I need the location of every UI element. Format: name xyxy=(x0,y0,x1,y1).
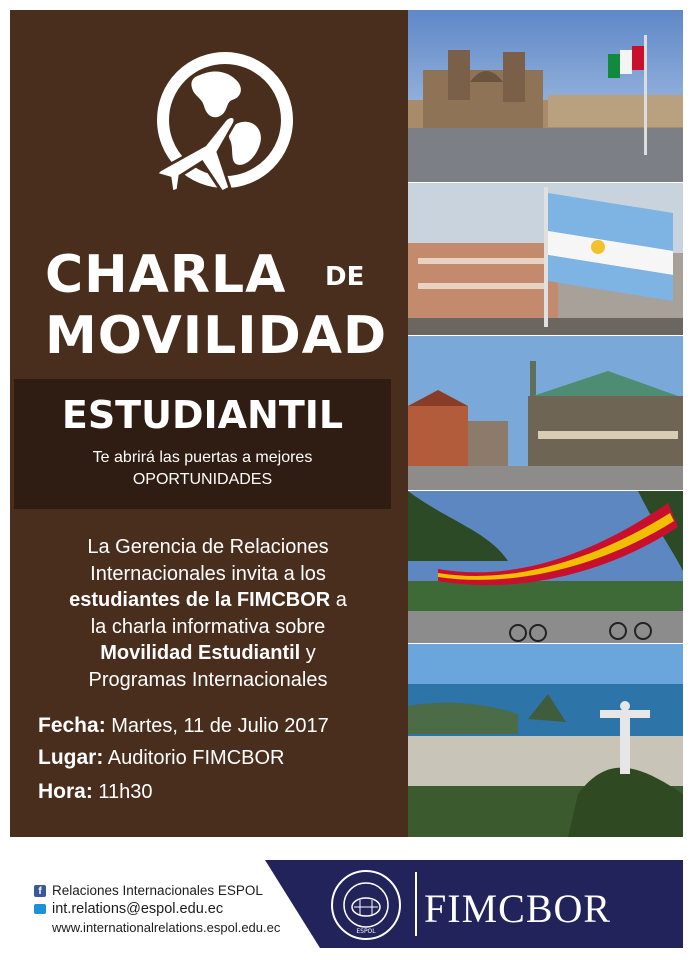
estudiantil-band xyxy=(14,379,391,509)
email-link[interactable]: int.relations@espol.edu.ec xyxy=(52,901,224,917)
footer-contacts xyxy=(18,860,318,948)
body-line: Movilidad Estudiantil y xyxy=(100,642,316,664)
fimcbor-logo-text: FIMCBOR xyxy=(424,886,612,931)
date-row xyxy=(38,714,329,738)
band-subtitle-line2: OPORTUNIDADES xyxy=(132,471,273,488)
body-line: Internacionales invita a los xyxy=(90,562,326,585)
website-link[interactable]: www.internationalrelations.espol.edu.ec xyxy=(52,920,281,935)
body-line: Programas Internacionales xyxy=(88,668,328,691)
place-row xyxy=(38,746,285,770)
band-title: ESTUDIANTIL xyxy=(61,393,344,437)
body-bold: estudiantes de la FIMCBOR xyxy=(69,589,331,611)
time-row xyxy=(38,780,153,804)
photo-bremen xyxy=(408,336,683,490)
body-line: La Gerencia de Relaciones xyxy=(87,536,329,558)
invitation-text xyxy=(34,534,382,693)
photo-mexico-city xyxy=(408,10,683,182)
email-icon xyxy=(34,904,46,914)
body-line: estudiantes de la FIMCBOR a xyxy=(69,589,347,611)
photo-buenos-aires xyxy=(408,183,683,335)
date-label: Fecha: xyxy=(38,714,106,737)
title-movilidad: MOVILIDAD xyxy=(45,306,388,366)
title-de: DE xyxy=(325,262,365,292)
place-label: Lugar: xyxy=(38,746,104,769)
band-subtitle-line1: Te abrirá las puertas a mejores xyxy=(92,449,313,466)
footer-divider xyxy=(415,872,417,936)
time-value: 11h30 xyxy=(92,781,153,803)
body-bold: Movilidad Estudiantil xyxy=(100,642,301,664)
espol-seal-icon xyxy=(330,869,402,941)
time-label: Hora: xyxy=(38,780,93,803)
facebook-icon: f xyxy=(34,885,46,897)
seal-bottom-text: ESPOL xyxy=(356,928,376,935)
title-charla: CHARLA xyxy=(45,245,287,305)
place-value: Auditorio FIMCBOR xyxy=(103,747,285,769)
photo-rio-de-janeiro xyxy=(408,644,683,837)
globe-airplane-icon xyxy=(130,50,300,220)
photo-spain xyxy=(408,491,683,643)
body-line: la charla informativa sobre xyxy=(90,615,326,638)
facebook-link[interactable]: Relaciones Internacionales ESPOL xyxy=(52,883,263,898)
date-value: Martes, 11 de Julio 2017 xyxy=(105,715,329,737)
